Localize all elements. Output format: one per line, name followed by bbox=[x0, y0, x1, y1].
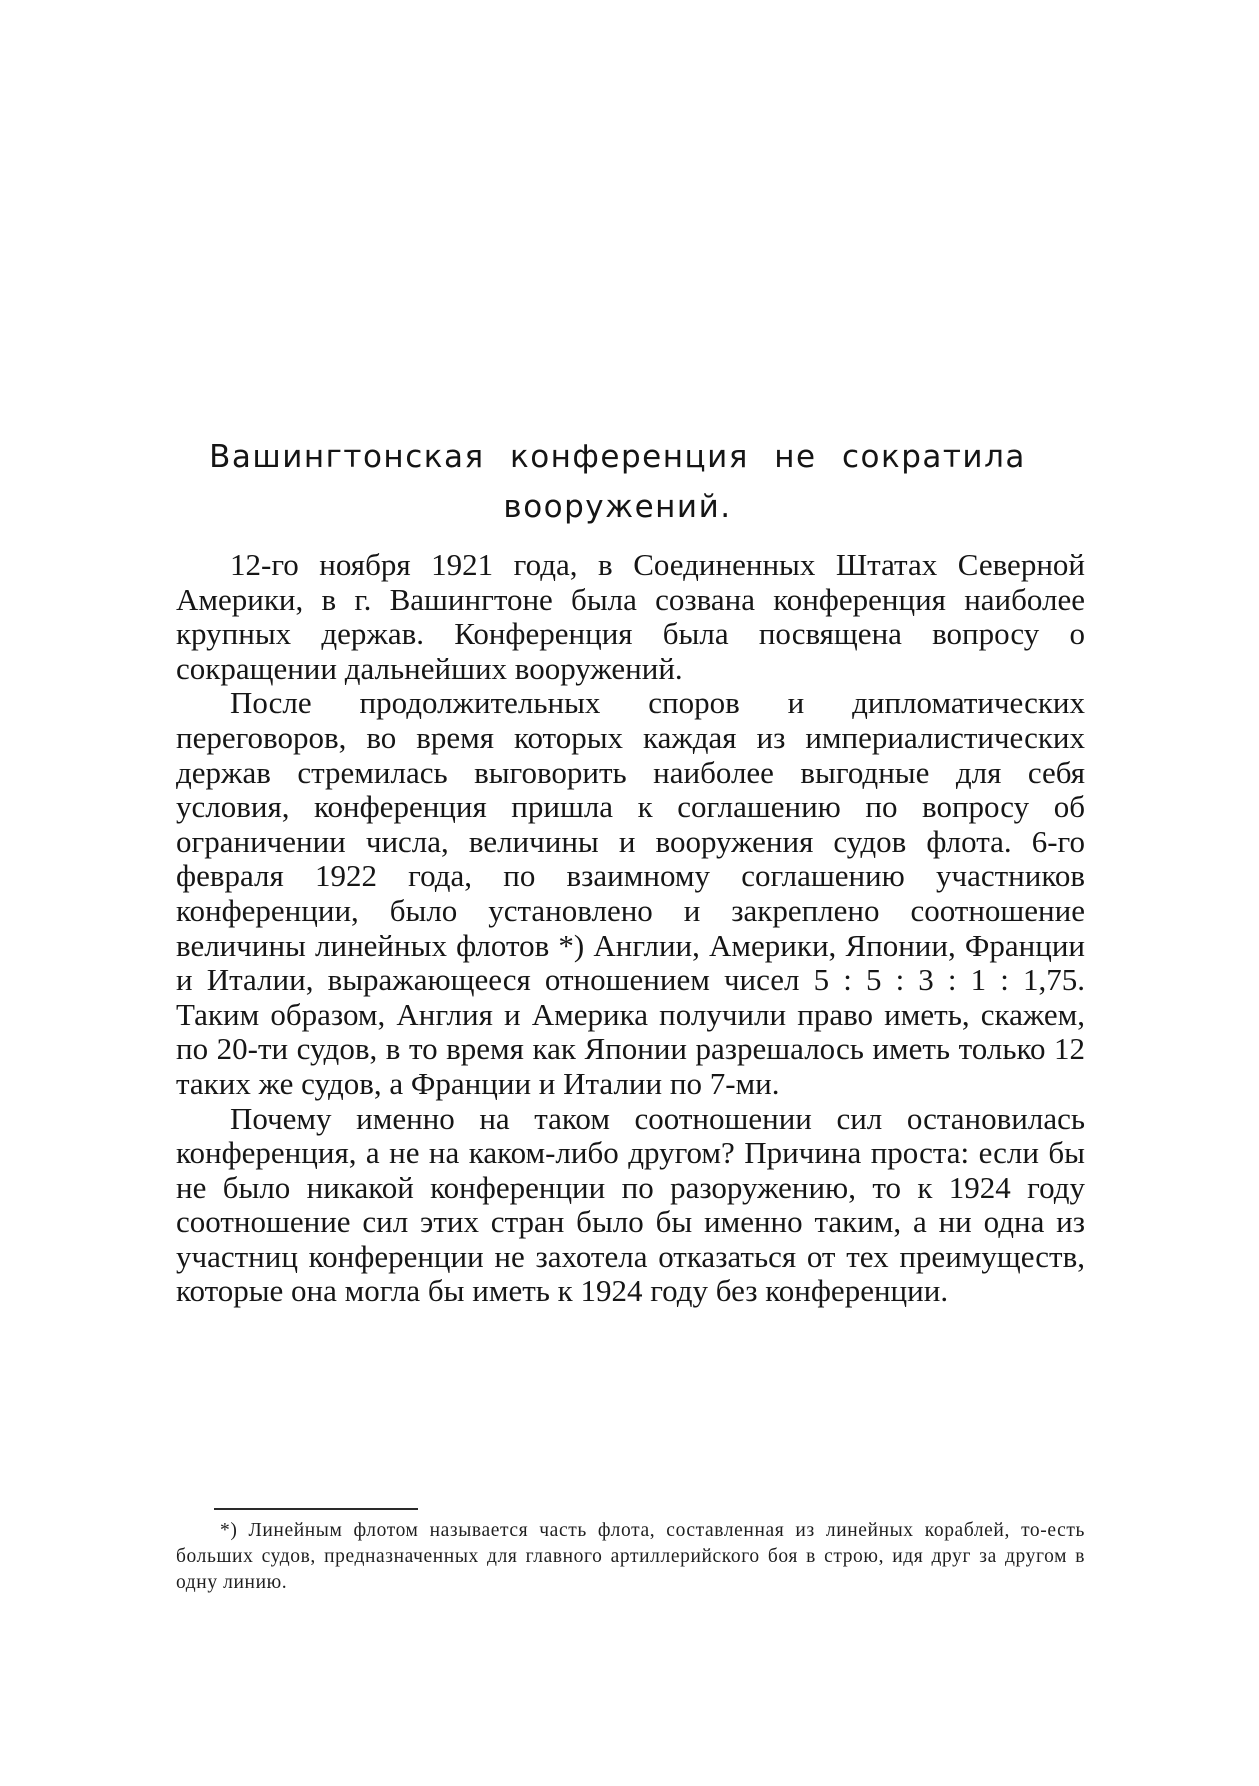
footnote-divider bbox=[214, 1508, 418, 1510]
page-title: Вашингтонская конференция не сократила вооружений. bbox=[209, 439, 1026, 525]
paragraph-3: Почему именно на таком соотношении сил остановилась конференция, а не на каком-либо другом? Причина проста: если бы не было никакой конференции по разоружению, то к 1924 году соотношение сил этих стран было бы именно таким, а ни одна из участниц конференции не захотела отказаться от тех преимуществ, которые она могла бы иметь к 1924 году без конференции. bbox=[176, 1100, 1085, 1309]
paragraph-2: После продолжительных споров и дипломатических переговоров, во время которых каждая из империалистических держав стремилась выговорить наиболее выгодные для себя условия, конференция пришла к соглашению по вопросу об ограничении числа, величины и вооружения судов флота. 6-го февраля 1922 года, по взаимному соглашению участников конференции, было установлено и закреплено соотношение величины линейных флотов *) Англии, Америки, Японии, Франции и Италии, выражающееся отношением чисел 5 : 5 : 3 : 1 : 1,75. Таким образом, Англия и Америка получили право иметь, скажем, по 20-ти судов, в то время как Японии разрешалось иметь только 12 таких же судов, а Франции и Италии по 7-ми. bbox=[176, 685, 1085, 1101]
paragraph-1: 12-го ноября 1921 года, в Соединенных Штатах Северной Америки, в г. Вашингтоне была созвана конференция наиболее крупных держав. Конференция была посвящена вопросу о сокращении дальнейших вооружений. bbox=[176, 547, 1085, 686]
footnote: *) Линейным флотом называется часть флота, составленная из линейных кораблей, то-есть больших судов, предназначенных для главного артиллерийского боя в строю, идя друг за другом в одну линию. bbox=[176, 1520, 1085, 1593]
body-text bbox=[176, 548, 1085, 1309]
